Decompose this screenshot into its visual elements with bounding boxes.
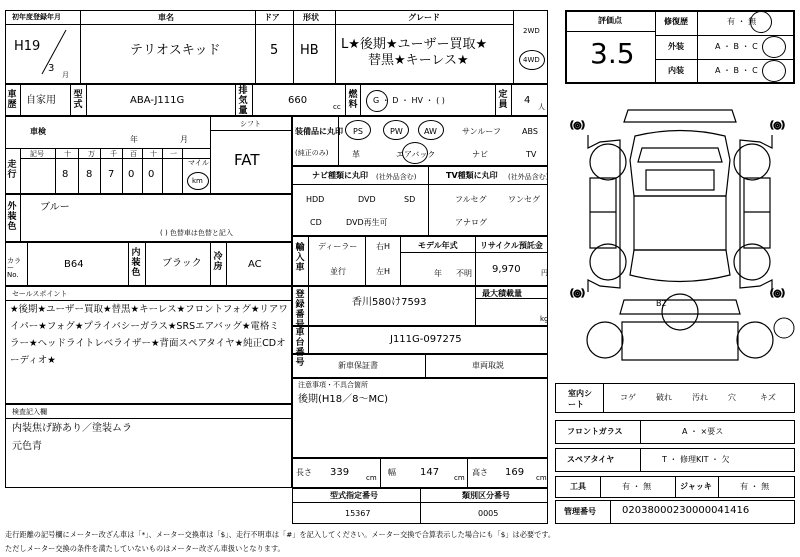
notes-box: [292, 378, 548, 458]
footer-line-1: 走行距離の記号欄にメーター改ざん車は「*」、メーター交換車は「$」、走行不明車は「#」を記入してください。メーター交換で合算表示した場合にも「$」は必要です。: [5, 530, 556, 539]
km-unit: km: [192, 177, 203, 185]
type-cert-label: 型式指定番号: [330, 491, 378, 500]
grade-line-1: L★後期★ユーザー買取★: [341, 37, 488, 52]
jack-label: ジャッキ: [680, 482, 712, 491]
jack-options: 有 ・ 無: [740, 482, 770, 491]
first-reg-label: 初年度登録年月: [12, 13, 61, 21]
exterior-options: A ・ B ・ C: [715, 42, 758, 51]
grade-label: グレード: [408, 13, 440, 22]
equipment-item: サンルーフ: [462, 127, 501, 136]
equipment-label: 装備品に丸印: [295, 127, 343, 136]
mileage-digit-label: 百: [130, 150, 137, 158]
mgmt-value: 02038000230000041416: [622, 505, 750, 516]
warranty-box: [292, 354, 548, 378]
notes-label: 注意事項・不具合箇所: [298, 381, 368, 389]
displacement-value: 660: [288, 95, 308, 106]
equipment-circle: [418, 120, 444, 140]
inspector-line-1: 内装焦げ跡あり／塗装ムラ: [12, 423, 132, 434]
class-label: 類別区分番号: [462, 491, 510, 500]
interior-color-label: 内装色: [131, 248, 141, 278]
grade-line-2: 替黒★キーレス★: [368, 53, 469, 68]
mgmt-label: 管理番号: [564, 507, 596, 516]
max-load-unit: kg: [540, 315, 549, 323]
import-left-h: 左H: [376, 267, 391, 276]
recycle-yen: 円: [541, 269, 548, 277]
color-code-value: B64: [64, 259, 84, 270]
tv-item: フルセグ: [455, 195, 487, 204]
model-year-unit: 年: [434, 269, 442, 278]
ac-value: AC: [248, 259, 262, 270]
model-label: 型式: [73, 90, 83, 110]
door-count: 5: [270, 43, 279, 58]
nav-item: DVD: [358, 195, 376, 204]
mileage-digit-label: 一: [170, 150, 177, 158]
airbag-circle: [402, 142, 428, 164]
color-value: ブルー: [40, 202, 70, 213]
mileage-digit-label: 千: [110, 150, 117, 158]
inspector-label: 検査記入欄: [12, 408, 47, 416]
inspector-box: [5, 404, 292, 488]
exterior-label: 外装: [668, 42, 684, 51]
height-label: 高さ: [472, 468, 488, 477]
import-parallel: 並行: [330, 267, 346, 276]
displacement-label: 排気量: [238, 86, 248, 116]
mileage-digit-label: 十: [150, 150, 157, 158]
mileage-digit: 8: [86, 169, 93, 180]
recycle-label: リサイクル預託金: [480, 241, 543, 250]
seat-option: 穴: [728, 393, 736, 402]
glass-options: A ・ ×要ス: [682, 427, 724, 436]
repair-options: 有 ・ 無: [727, 17, 757, 26]
chassis-value: J111G-097275: [390, 334, 462, 345]
length-label: 長さ: [296, 468, 312, 477]
sales-point-line: ーディオ★: [10, 355, 56, 366]
spare-options: T ・ 修理KIT ・ 欠: [662, 455, 730, 464]
fuel-options: G ・ D ・ HV ・ ( ): [373, 96, 445, 105]
width-value: 147: [420, 467, 440, 478]
shape-label: 形状: [303, 13, 319, 22]
mileage-digit-label: 十: [64, 150, 71, 158]
footer-line-2: ただしメーター交換の条件を満たしていないものはメーター改ざん車扱いとなります。: [5, 544, 285, 553]
inspection-month-unit: 月: [180, 135, 188, 144]
mileage-digit: 7: [108, 169, 115, 180]
car-name-label: 車名: [158, 13, 174, 22]
sales-point-line: ★後期★ユーザー買取★替黒★キーレス★フロントフォグ★リアワ: [10, 304, 288, 315]
drive-4wd: 4WD: [523, 56, 540, 64]
spare-label: スペアタイヤ: [567, 455, 615, 464]
glass-label: フロントガラス: [567, 427, 623, 436]
equipment-circle: [383, 120, 409, 140]
seat-option: キズ: [760, 393, 776, 402]
fuel-label: 燃料: [348, 90, 358, 110]
exterior-circle: [762, 36, 786, 58]
inspector-line-2: 元色青: [12, 441, 42, 452]
color-note: ( ) 色替車は色替と記入: [160, 229, 233, 237]
mileage-digit-label: 万: [88, 150, 95, 158]
shift-value: FAT: [234, 151, 260, 169]
use-label: 車歴: [7, 90, 17, 110]
inspection-year-unit: 年: [130, 135, 138, 144]
recycle-value: 9,970: [492, 264, 521, 275]
diagram-marker-circle: [774, 318, 794, 338]
import-label: 輸入車: [295, 243, 305, 273]
equipment-sublabel: (純正のみ): [295, 149, 329, 157]
width-label: 幅: [388, 468, 396, 477]
color-code-label: カラーNo.: [7, 257, 21, 279]
rating-label: 評価点: [598, 16, 622, 25]
model-year-label: モデル年式: [418, 241, 458, 250]
tv-item: ワンセグ: [508, 195, 540, 204]
mileage-label: 走行: [7, 160, 17, 180]
tv-sublabel: (社外品含む): [508, 173, 549, 181]
capacity-value: 4: [524, 95, 531, 106]
svg-text:(◎): (◎): [770, 289, 785, 299]
mile-label: マイル: [188, 159, 209, 167]
first-reg-year: H19: [14, 39, 41, 54]
shift-label: シフト: [240, 120, 261, 128]
warranty-label: 新車保証書: [338, 361, 378, 370]
class-value: 0005: [478, 509, 499, 518]
mileage-digit: 8: [62, 169, 69, 180]
import-dealer: ディーラー: [318, 242, 358, 251]
tv-item: アナログ: [455, 218, 487, 227]
mileage-digit: 0: [148, 169, 155, 180]
seat-label: 室内シート: [568, 389, 592, 409]
mileage-digit: 0: [128, 169, 135, 180]
equipment-item: ABS: [522, 127, 538, 136]
mileage-digit-label: 記号: [30, 150, 44, 158]
nav-item: DVD再生可: [346, 218, 388, 227]
height-value: 169: [505, 467, 525, 478]
tools-label: 工具: [570, 482, 586, 491]
repair-label: 修復歴: [664, 17, 688, 26]
seat-option: 汚れ: [692, 393, 708, 402]
equipment-item: ナビ: [472, 150, 488, 159]
body-shape: HB: [300, 43, 319, 58]
equipment-item: エアバック: [396, 150, 436, 159]
sales-point-line: イパー★フォグ★プライバシーガラス★SRSエアバッグ★電格ミ: [10, 321, 279, 332]
model-year-unknown: 不明: [456, 269, 472, 278]
svg-text:(◎): (◎): [570, 121, 585, 131]
sales-points-label: セールスポイント: [12, 290, 68, 298]
first-reg-month: 3: [48, 63, 55, 74]
seat-option: 破れ: [656, 393, 672, 402]
interior-options: A ・ B ・ C: [715, 66, 758, 75]
tools-options: 有 ・ 無: [622, 482, 652, 491]
door-label: ドア: [264, 13, 280, 22]
equipment-item: TV: [526, 150, 537, 159]
sales-point-line: ラー★ヘッドライトレベライザー★背面スペアタイヤ★純正CDオ: [10, 338, 286, 349]
height-unit: cm: [536, 474, 547, 482]
color-label: 外装色: [7, 202, 17, 232]
ac-label: 冷房: [213, 252, 223, 272]
nav-label: ナビ種類に丸印: [312, 171, 368, 180]
notes-value: 後期(H18／8〜MC): [298, 394, 389, 405]
manual-label: 車両取説: [472, 361, 504, 370]
inspection-label: 車検: [30, 127, 46, 136]
svg-text:(◎): (◎): [570, 289, 585, 299]
equipment-item: PW: [390, 127, 403, 136]
interior-color-value: ブラック: [162, 258, 202, 269]
seat-option: コゲ: [620, 393, 636, 402]
tv-label: TV種類に丸印: [446, 171, 498, 180]
nav-sublabel: (社外品含む): [376, 173, 417, 181]
equipment-item: PS: [353, 127, 363, 136]
interior-circle: [762, 60, 786, 82]
model-value: ABA-J111G: [130, 95, 185, 106]
equipment-circle: [345, 120, 371, 140]
width-unit: cm: [454, 474, 465, 482]
equipment-item: AW: [424, 127, 437, 136]
import-right-h: 右H: [376, 242, 391, 251]
repair-circle: [750, 11, 772, 33]
interior-label: 内装: [668, 66, 684, 75]
registration-label: 登録番号: [295, 290, 305, 330]
nav-item: SD: [404, 195, 416, 204]
rating-score: 3.5: [590, 37, 635, 70]
equipment-item: 革: [352, 150, 360, 159]
car-name: テリオスキッド: [130, 43, 221, 58]
type-cert-value: 15367: [345, 509, 371, 518]
month-unit: 月: [62, 71, 69, 79]
nav-item: CD: [310, 218, 322, 227]
drive-2wd: 2WD: [523, 27, 540, 35]
chassis-label: 車台番号: [295, 328, 305, 368]
max-load-label: 最大積載量: [482, 289, 522, 298]
car-diagram: [560, 100, 800, 375]
cc-unit: cc: [333, 103, 341, 111]
use-value: 自家用: [26, 95, 56, 106]
nav-item: HDD: [306, 195, 325, 204]
length-unit: cm: [366, 474, 377, 482]
length-value: 339: [330, 467, 350, 478]
capacity-unit: 人: [538, 103, 545, 111]
capacity-label: 定員: [498, 90, 508, 110]
diagram-label-b2: B2: [656, 299, 667, 308]
svg-text:(◎): (◎): [770, 121, 785, 131]
registration-value: 香川580け7593: [352, 297, 427, 308]
